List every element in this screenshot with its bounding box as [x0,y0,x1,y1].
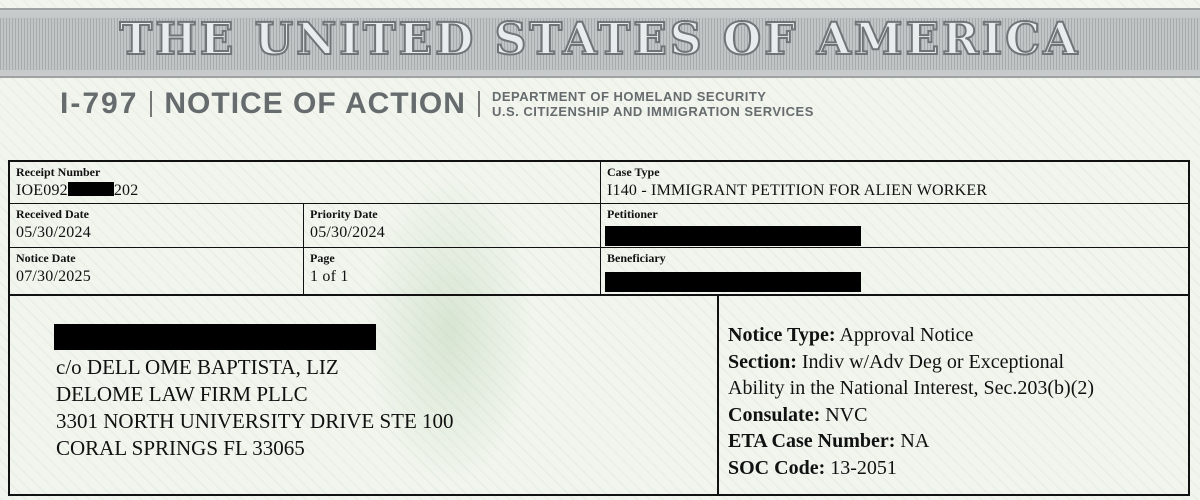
beneficiary-cell [601,248,1190,296]
petitioner-redaction [605,226,861,246]
heading-separator [150,91,152,117]
notice-type-row [728,322,1178,349]
petitioner-label: Petitioner [607,207,658,221]
soc-code-value: 13-2051 [830,456,897,479]
notice-date-cell [10,248,304,296]
case-info-grid [8,160,1190,296]
eta-case-value: NA [900,430,930,452]
case-type-label: Case Type [607,165,660,179]
received-date-label: Received Date [16,207,89,221]
beneficiary-redaction [605,272,861,292]
address-line-4: CORAL SPRINGS FL 33065 [56,436,305,460]
notice-type-value: Approval Notice [839,324,974,346]
petitioner-cell [601,204,1190,248]
soc-code-row [728,455,1178,482]
receipt-number-suffix: 202 [113,182,139,199]
notice-type-label: Notice Type: [728,324,836,346]
agency-name [492,89,814,119]
eta-case-row [728,428,1178,455]
form-title: NOTICE OF ACTION [164,87,466,120]
receipt-number-cell [10,162,601,204]
form-heading [60,84,1160,124]
consulate-label: Consulate: [728,403,821,426]
section-label: Section: [728,350,797,373]
priority-date-label: Priority Date [310,207,378,221]
receipt-number-prefix: IOE092 [16,182,68,199]
banner-title: THE UNITED STATES OF AMERICA [119,14,1081,65]
address-line-3: 3301 NORTH UNIVERSITY DRIVE STE 100 [56,409,454,433]
priority-date-value: 05/30/2024 [310,224,385,241]
agency-line-1: DEPARTMENT OF HOMELAND SECURITY [491,89,767,104]
page-value: 1 of 1 [310,268,349,285]
receipt-redaction [68,182,114,196]
section-row [728,349,1178,376]
eta-case-label: ETA Case Number: [728,430,896,452]
receipt-number-label: Receipt Number [16,165,101,179]
priority-date-cell [304,204,601,248]
agency-line-2: U.S. CITIZENSHIP AND IMMIGRATION SERVICES [491,104,814,119]
body-divider [717,296,719,494]
received-date-value: 05/30/2024 [16,224,91,241]
consulate-row [728,402,1178,429]
page-label: Page [310,251,335,265]
notice-details [728,322,1178,481]
address-line-2: DELOME LAW FIRM PLLC [56,382,308,406]
receipt-number-value [16,182,138,200]
case-type-cell [601,162,1190,204]
soc-code-label: SOC Code: [728,456,826,479]
section-value-1: Indiv w/Adv Deg or Exceptional [801,350,1065,373]
mailing-address [56,354,454,462]
section-value-2: Ability in the National Interest, Sec.203(b)(2) [728,377,1095,399]
notice-date-value: 07/30/2025 [16,268,91,285]
notice-date-label: Notice Date [16,251,76,265]
received-date-cell [10,204,304,248]
form-number: I-797 [60,87,139,120]
notice-body [8,296,1190,496]
consulate-value: NVC [825,403,868,426]
beneficiary-label: Beneficiary [607,251,666,265]
address-line-1: c/o DELL OME BAPTISTA, LIZ [56,355,339,379]
case-type-value: I140 - IMMIGRANT PETITION FOR ALIEN WORKER [607,182,988,199]
section-row-continued [728,375,1178,402]
page-cell [304,248,601,296]
heading-separator [478,91,480,117]
recipient-name-redaction [54,324,376,350]
header-banner [0,8,1200,78]
